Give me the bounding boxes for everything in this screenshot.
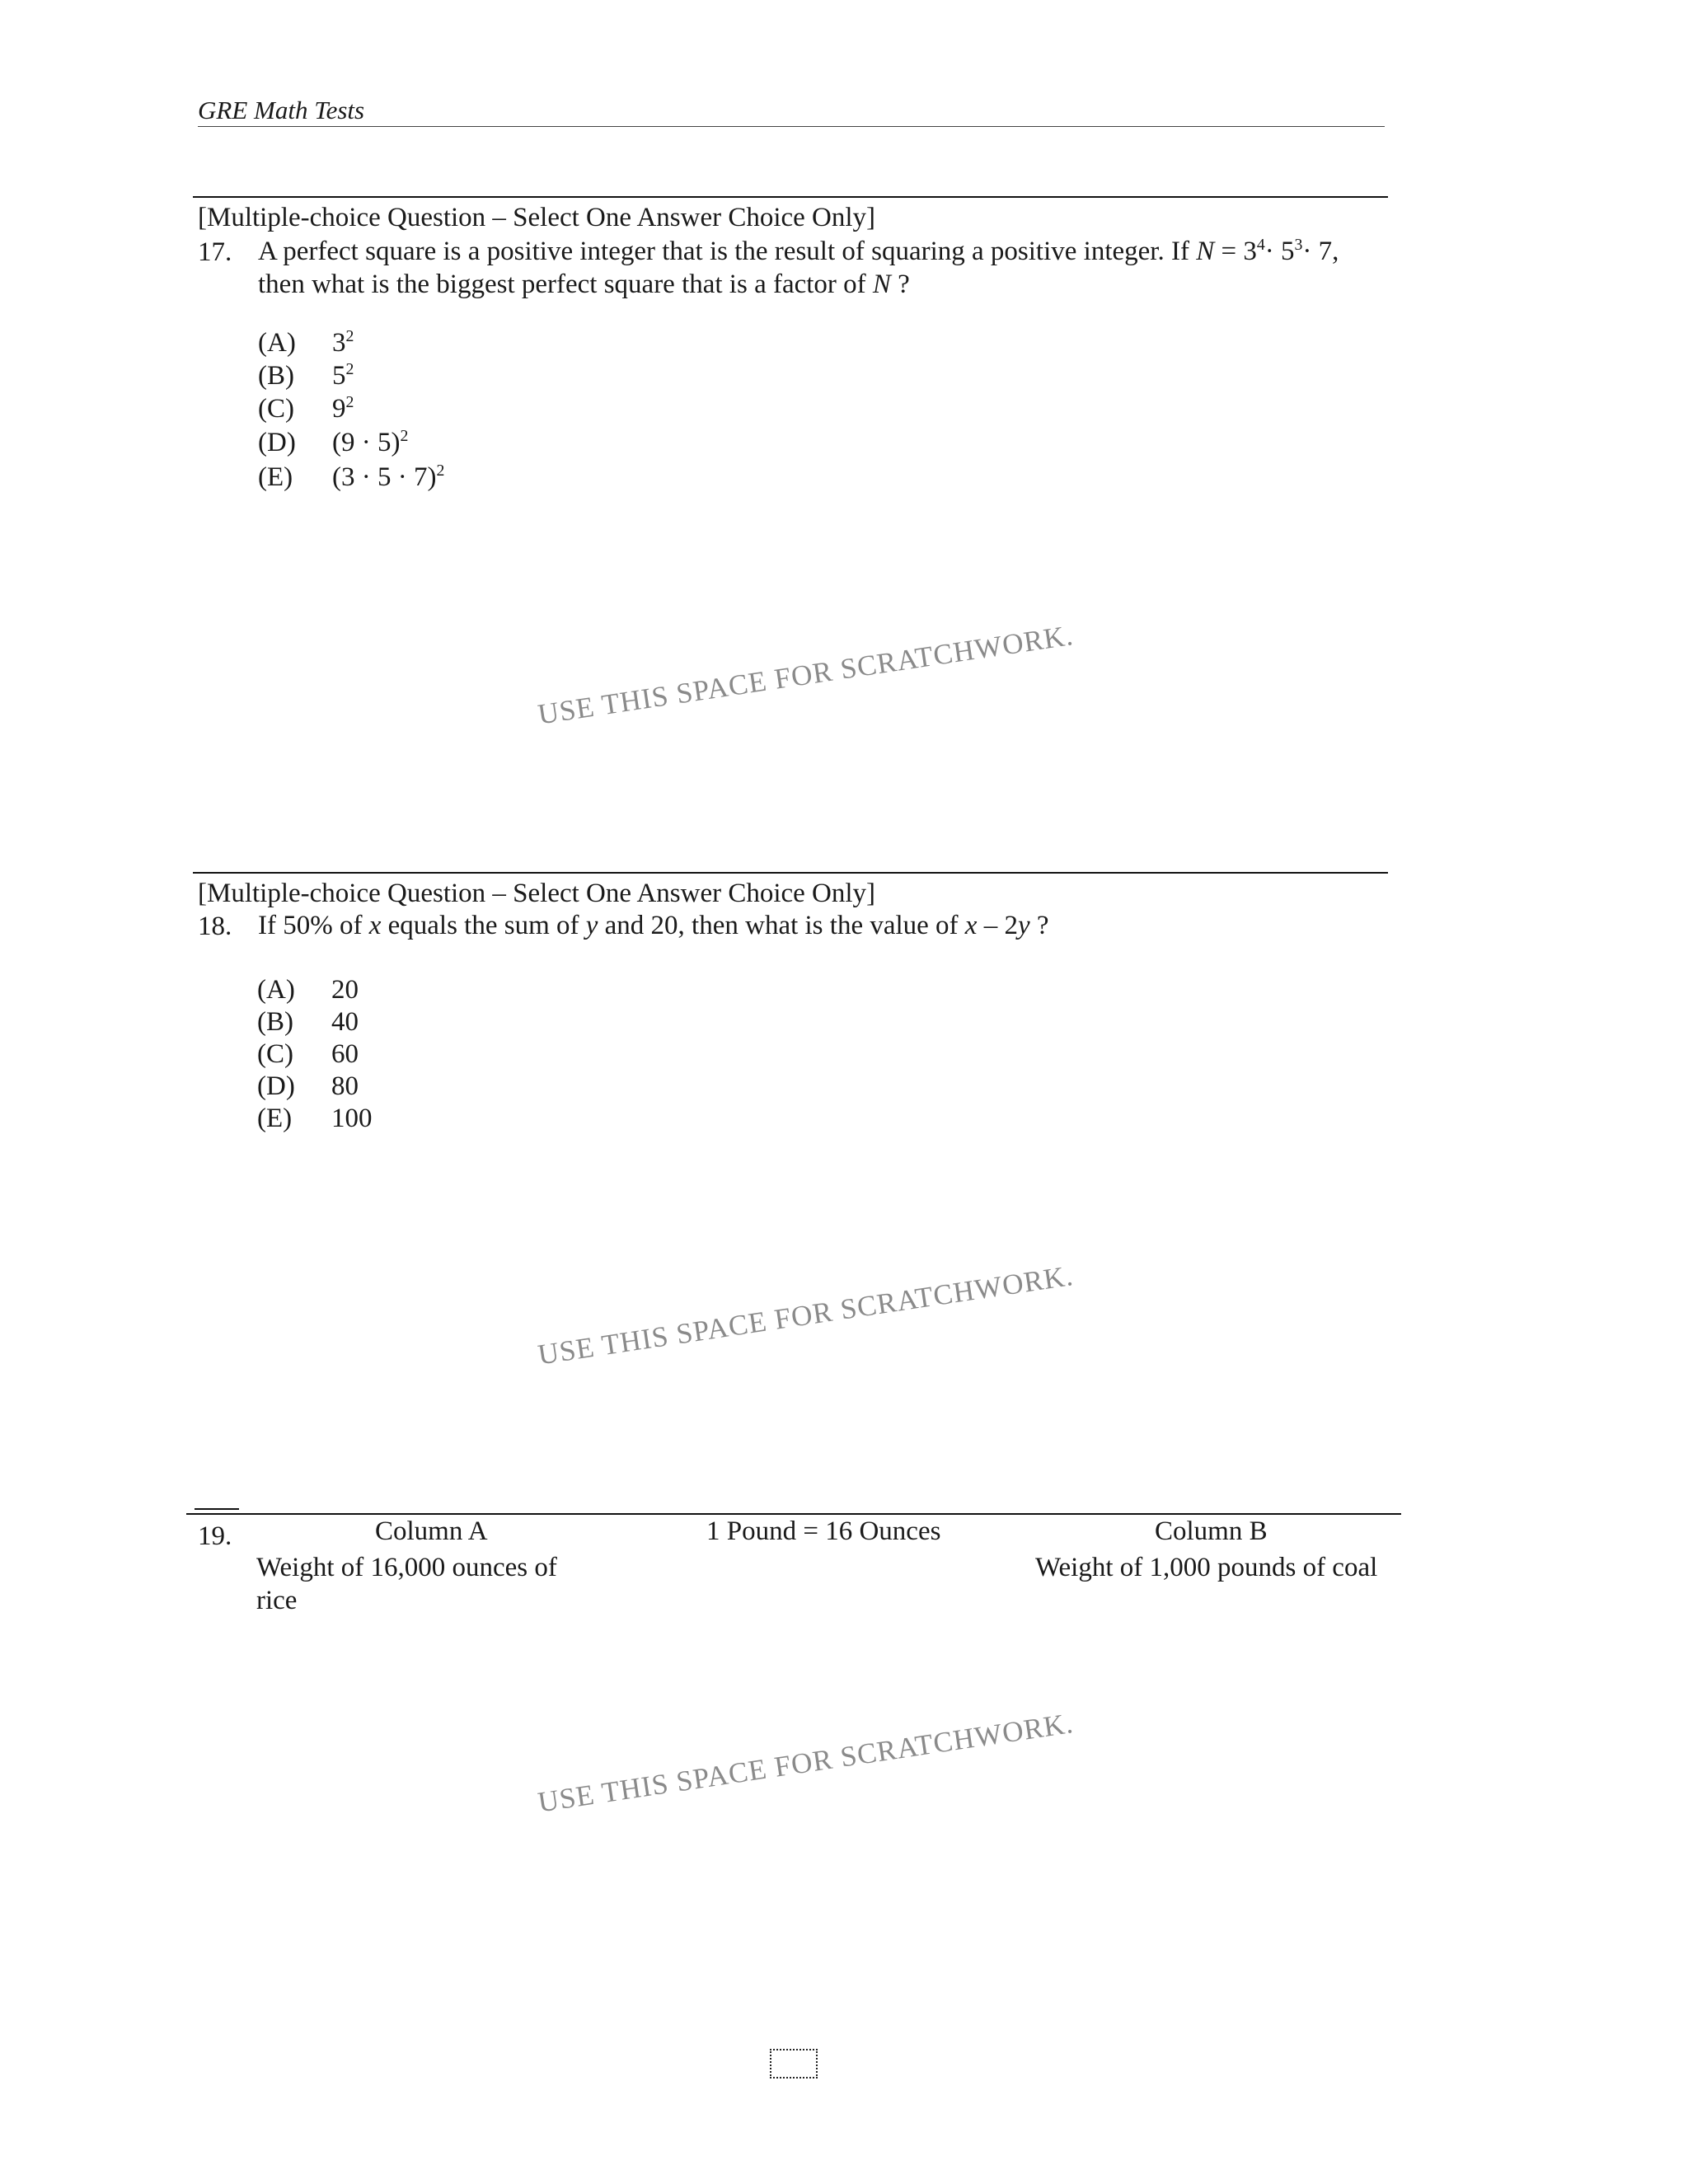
page-header-title: GRE Math Tests: [198, 96, 365, 124]
q17-divider: [193, 196, 1388, 198]
q18-question-type: [Multiple-choice Question – Select One Answer Choice Only]: [198, 879, 876, 908]
column-a-header: Column A: [375, 1516, 488, 1546]
page-number-box: [770, 2049, 818, 2079]
q18-question-text: If 50% of x equals the sum of y and 20, then what is the value of x – 2y ?: [258, 911, 1049, 940]
q17-question-type: [Multiple-choice Question – Select One Answer Choice Only]: [198, 203, 876, 232]
header-divider: [198, 126, 1385, 127]
q18-number: 18.: [198, 912, 232, 941]
q17-number: 17.: [198, 237, 232, 267]
var-n: N: [1196, 237, 1215, 266]
scratchwork-label-2: USE THIS SPACE FOR SCRATCHWORK.: [536, 1258, 1076, 1371]
scratchwork-label-3: USE THIS SPACE FOR SCRATCHWORK.: [536, 1706, 1076, 1819]
q19-number-rule: [195, 1508, 239, 1510]
comparison-info: 1 Pound = 16 Ounces: [706, 1516, 941, 1546]
q19-number: 19.: [198, 1521, 232, 1551]
scratchwork-label-1: USE THIS SPACE FOR SCRATCHWORK.: [536, 618, 1076, 731]
column-a-value: Weight of 16,000 ounces of rice: [256, 1553, 557, 1615]
column-b-value: Weight of 1,000 pounds of coal: [1035, 1553, 1378, 1582]
column-b-header: Column B: [1155, 1516, 1268, 1546]
q18-divider: [193, 872, 1388, 874]
q17-question-text: A perfect square is a positive integer that is the result of squaring a positive integer. If $N = 3^4\cdot 5^3\cdot 7$, then what is the biggest perfect square that is a factor of N ?: [258, 236, 1339, 299]
